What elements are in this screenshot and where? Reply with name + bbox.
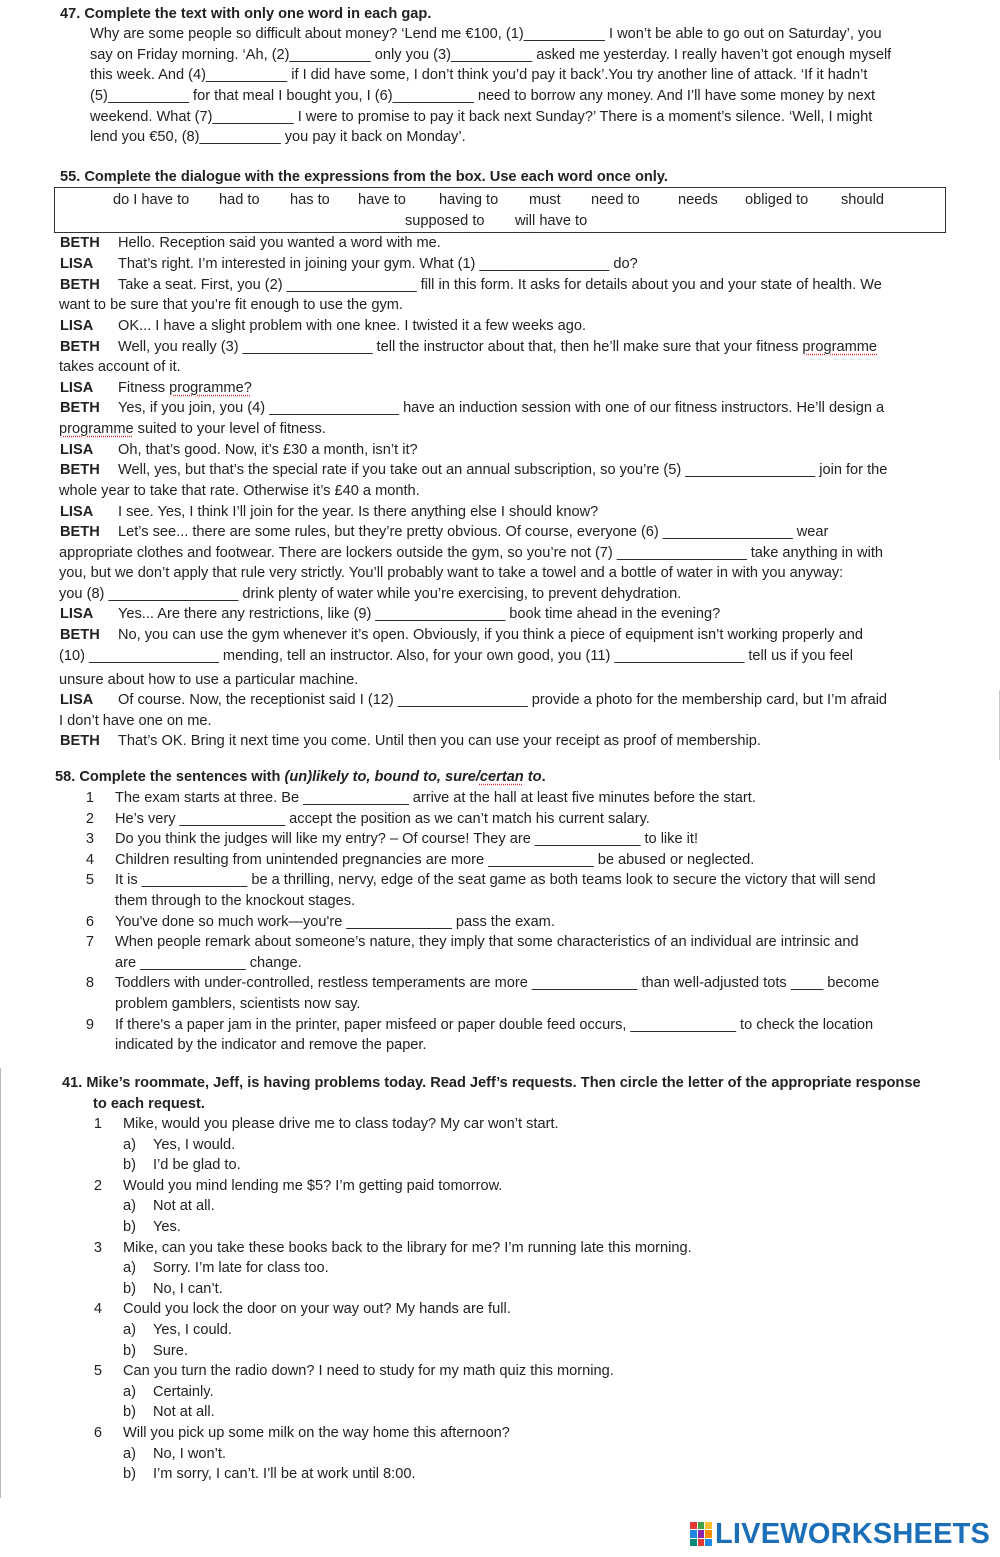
logo-text: LIVEWORKSHEETS: [715, 1517, 991, 1550]
dialogue-line: [59, 711, 212, 731]
speaker-label: BETH: [60, 400, 100, 416]
option-label: b): [123, 1404, 136, 1421]
dialogue-line: [59, 357, 181, 377]
sentence-line: Do you think the judges will like my entry? – Of course! They are _____________ to like it!: [115, 831, 698, 848]
item-number: 5: [85, 872, 94, 889]
sentence-line: It is _____________ be a thrilling, nervy, edge of the seat game as both teams look to secure the victory that will send: [115, 872, 876, 889]
dialogue-line: [59, 670, 358, 690]
dialogue-line: [118, 625, 863, 645]
q41-heading-line: 41. Mike’s roommate, Jeff, is having problems today. Read Jeff’s requests. Then circle the letter of the appropriate response: [62, 1075, 921, 1091]
request-text: Will you pick up some milk on the way home this afternoon?: [123, 1425, 510, 1441]
item-number: 4: [93, 1301, 102, 1318]
option-label: a): [123, 1445, 136, 1462]
option-b: I’d be glad to.: [153, 1157, 241, 1174]
speaker-label: BETH: [60, 627, 100, 643]
dialogue-text: Oh, that’s good. Now, it’s £30 a month, isn’t it?: [118, 442, 418, 458]
dialogue-text: want to be sure that you’re fit enough to use the gym.: [59, 297, 403, 313]
box-expression: supposed to: [405, 213, 485, 229]
misspelled-word: programme: [802, 339, 878, 355]
sentence-line: He’s very _____________ accept the position as we can’t match his current salary.: [115, 810, 650, 827]
dialogue-text: Let’s see... there are some rules, but they’re pretty obvious. Of course, everyone (6) ________________ wear: [118, 524, 829, 540]
dialogue-text: you (8) ________________ drink plenty of water while you’re exercising, to prevent dehydration.: [59, 586, 682, 602]
item-number: 3: [93, 1239, 102, 1256]
box-expression: had to: [219, 192, 260, 208]
dialogue-line: [118, 522, 828, 542]
option-b: No, I can’t.: [153, 1280, 223, 1297]
box-expression: needs: [678, 192, 718, 208]
speaker-label: BETH: [60, 462, 100, 478]
sentence-line: indicated by the indicator and remove the paper.: [115, 1037, 427, 1054]
dialogue-text: I see. Yes, I think I’ll join for the year. Is there anything else I should know?: [118, 504, 599, 520]
sentence-line: You've done so much work—you're _____________ pass the exam.: [115, 913, 555, 930]
option-label: a): [123, 1136, 136, 1153]
dialogue-text: That’s right. I’m interested in joining your gym. What (1) ________________ do?: [118, 256, 638, 272]
sentence-line: If there's a paper jam in the printer, paper misfeed or paper double feed occurs, _____________ to check the location: [115, 1016, 874, 1033]
item-number: 6: [85, 913, 94, 930]
box-expression: will have to: [515, 213, 588, 229]
dialogue-line: [118, 398, 884, 418]
option-label: b): [123, 1342, 136, 1359]
option-label: a): [123, 1198, 136, 1215]
option-b: I’m sorry, I can’t. I’ll be at work until 8:00.: [153, 1466, 416, 1483]
item-number: 8: [85, 975, 94, 992]
box-expression: obliged to: [745, 192, 809, 208]
speaker-label: BETH: [60, 235, 100, 251]
dialogue-text: I don’t have one on me.: [59, 713, 212, 729]
dialogue-text: suited to your level of fitness.: [133, 421, 326, 437]
sentence-line: When people remark about someone’s nature, they imply that some characteristics of an individual are intrinsic and: [115, 934, 859, 951]
item-number: 7: [85, 934, 94, 951]
speaker-label: LISA: [60, 318, 94, 334]
option-a: Certainly.: [153, 1383, 214, 1400]
dialogue-line: [118, 440, 418, 460]
option-a: Yes, I would.: [153, 1136, 236, 1153]
dialogue-line: [118, 690, 887, 710]
item-number: 2: [93, 1177, 102, 1194]
box-expression: have to: [358, 192, 406, 208]
dialogue-line: [118, 254, 638, 274]
dialogue-line: [118, 731, 761, 751]
box-expression: has to: [290, 192, 330, 208]
sentence-line: them through to the knockout stages.: [115, 893, 356, 909]
dialogue-text: Well, yes, but that’s the special rate if you take out an annual subscription, so you’re (5) ________________ join for the: [118, 462, 888, 478]
q58-heading-prefix: 58. Complete the sentences with: [55, 769, 285, 785]
dialogue-text: unsure about how to use a particular machine.: [59, 672, 359, 688]
dialogue-line: [59, 584, 681, 604]
option-a: Sorry. I’m late for class too.: [153, 1260, 329, 1277]
item-number: 4: [85, 851, 94, 868]
request-text: Would you mind lending me $5? I’m getting paid tomorrow.: [123, 1177, 503, 1194]
option-label: b): [123, 1219, 136, 1235]
sentence-line: Toddlers with under-controlled, restless temperaments are more _____________ than well-adjusted tots ____ become: [115, 975, 880, 992]
item-number: 6: [93, 1425, 102, 1441]
item-number: 3: [85, 831, 94, 848]
dialogue-text: (10) ________________ mending, tell an instructor. Also, for your own good, you (11) ________________ tell us if you feel: [59, 648, 854, 664]
q41-heading-line: to each request.: [93, 1095, 205, 1112]
dialogue-line: [118, 502, 598, 522]
option-label: a): [123, 1322, 136, 1338]
dialogue-text: Well, you really (3) ________________ tell the instructor about that, then he’ll make sure that your fitness: [118, 339, 803, 355]
q55-heading: 55. Complete the dialogue with the expressions from the box. Use each word once only.: [60, 169, 668, 185]
speaker-label: LISA: [60, 256, 94, 272]
dialogue-line: [59, 543, 883, 563]
item-number: 5: [93, 1363, 102, 1380]
dialogue-text: OK... I have a slight problem with one knee. I twisted it a few weeks ago.: [118, 318, 587, 334]
speaker-label: BETH: [60, 339, 100, 355]
sentence-line: Children resulting from unintended pregnancies are more _____________ be abused or neglected.: [115, 851, 755, 868]
speaker-label: LISA: [60, 380, 94, 396]
q47-heading: 47. Complete the text with only one word in each gap.: [60, 6, 432, 22]
liveworksheets-logo: [690, 1514, 990, 1554]
speaker-label: BETH: [60, 524, 100, 540]
q47-text-line: weekend. What (7)__________ I were to promise to pay it back next Sunday?’ There is a moment’s silence. ‘Well, I might: [90, 109, 873, 125]
dialogue-line: [118, 604, 720, 624]
sentence-line: problem gamblers, scientists now say.: [115, 996, 361, 1012]
dialogue-line: [118, 316, 586, 336]
option-a: No, I won’t.: [153, 1445, 226, 1462]
option-label: a): [123, 1260, 136, 1277]
speaker-label: LISA: [60, 504, 94, 520]
q47-text-line: Why are some people so difficult about money? ‘Lend me €100, (1)__________ I won’t be able to go out on Saturday’, you: [90, 26, 882, 42]
dialogue-text: Hello. Reception said you wanted a word with me.: [118, 235, 441, 251]
option-label: a): [123, 1383, 136, 1400]
logo-grid-icon: [690, 1522, 712, 1546]
option-b: Yes.: [153, 1219, 181, 1235]
box-expression: do I have to: [113, 192, 190, 208]
misspelled-word: programme: [59, 421, 134, 437]
option-label: b): [123, 1157, 136, 1174]
dialogue-line: [118, 460, 887, 480]
box-expression: must: [529, 192, 561, 208]
dialogue-line: [59, 646, 853, 666]
dialogue-text: Take a seat. First, you (2) ________________ fill in this form. It asks for details about you and your state of health. We: [118, 277, 882, 293]
q58-heading-em: (un)likely to, bound to, sure/: [284, 769, 480, 785]
request-text: Mike, would you please drive me to class today? My car won’t start.: [123, 1116, 559, 1132]
left-margin-rule: [0, 1068, 1, 1498]
speaker-label: BETH: [60, 733, 100, 749]
option-b: Sure.: [153, 1342, 188, 1359]
misspelled-word: programme?: [169, 380, 252, 396]
q58-heading-misspelled-word: certan: [479, 769, 524, 785]
q47-text-line: say on Friday morning. ‘Ah, (2)__________ only you (3)__________ asked me yesterday. I really haven’t got enough myself: [90, 47, 892, 63]
sentence-line: are _____________ change.: [115, 954, 302, 971]
dialogue-line: [59, 481, 420, 501]
option-label: b): [123, 1280, 136, 1297]
item-number: 1: [93, 1116, 102, 1132]
dialogue-text: you, but we don’t apply that rule very strictly. You’ll probably want to take a towel and a bottle of water in with you anyway:: [59, 565, 844, 581]
dialogue-line: [59, 419, 326, 439]
dialogue-text: That’s OK. Bring it next time you come. Until then you can use your receipt as proof of membership.: [118, 733, 761, 749]
speaker-label: LISA: [60, 606, 94, 622]
option-a: Not at all.: [153, 1198, 215, 1215]
q58-heading-em-2: to: [523, 769, 542, 785]
request-text: Mike, can you take these books back to the library for me? I’m running late this morning.: [123, 1239, 692, 1256]
q58-heading-end: .: [541, 769, 546, 785]
dialogue-line: [118, 275, 882, 295]
option-b: Not at all.: [153, 1404, 215, 1421]
dialogue-text: Fitness: [118, 380, 170, 396]
dialogue-line: [118, 233, 441, 253]
q58-heading: [55, 767, 546, 787]
speaker-label: LISA: [60, 692, 94, 708]
dialogue-text: Yes... Are there any restrictions, like (9) ________________ book time ahead in the evening?: [118, 606, 721, 622]
speaker-label: BETH: [60, 277, 100, 293]
sentence-line: The exam starts at three. Be _____________ arrive at the hall at least five minutes before the start.: [115, 790, 756, 806]
dialogue-text: appropriate clothes and footwear. There are lockers outside the gym, so you’re not (7) ________________ take anything in with: [59, 545, 883, 561]
item-number: 2: [85, 810, 94, 827]
item-number: 1: [85, 790, 94, 806]
option-a: Yes, I could.: [153, 1322, 232, 1338]
dialogue-text: Yes, if you join, you (4) ________________ have an induction session with one of our fitness instructors. He’ll design a: [118, 400, 885, 416]
dialogue-text: Of course. Now, the receptionist said I (12) ________________ provide a photo for the membership card, but I’m afraid: [118, 692, 888, 708]
speaker-label: LISA: [60, 442, 94, 458]
request-text: Could you lock the door on your way out? My hands are full.: [123, 1301, 511, 1318]
dialogue-line: [118, 378, 252, 398]
box-expression: need to: [591, 192, 640, 208]
expression-box: [54, 187, 946, 233]
q47-text-line: lend you €50, (8)__________ you pay it back on Monday’.: [90, 129, 466, 145]
dialogue-text: whole year to take that rate. Otherwise it’s £40 a month.: [59, 483, 420, 499]
dialogue-line: [118, 337, 877, 357]
q47-text-line: (5)__________ for that meal I bought you, I (6)__________ need to borrow any money. And I’ll have some money by next: [90, 88, 876, 104]
q47-text-line: this week. And (4)__________ if I did have some, I don’t think you’d pay it back’.You try another line of attack. ‘If it hadn’t: [90, 67, 868, 83]
box-expression: should: [841, 192, 885, 208]
item-number: 9: [85, 1016, 94, 1033]
request-text: Can you turn the radio down? I need to study for my math quiz this morning.: [123, 1363, 614, 1380]
dialogue-line: [59, 563, 843, 583]
dialogue-text: No, you can use the gym whenever it’s open. Obviously, if you think a piece of equipment isn’t working properly and: [118, 627, 863, 643]
dialogue-text: takes account of it.: [59, 359, 181, 375]
dialogue-line: [59, 295, 403, 315]
box-expression: having to: [439, 192, 499, 208]
option-label: b): [123, 1466, 136, 1483]
